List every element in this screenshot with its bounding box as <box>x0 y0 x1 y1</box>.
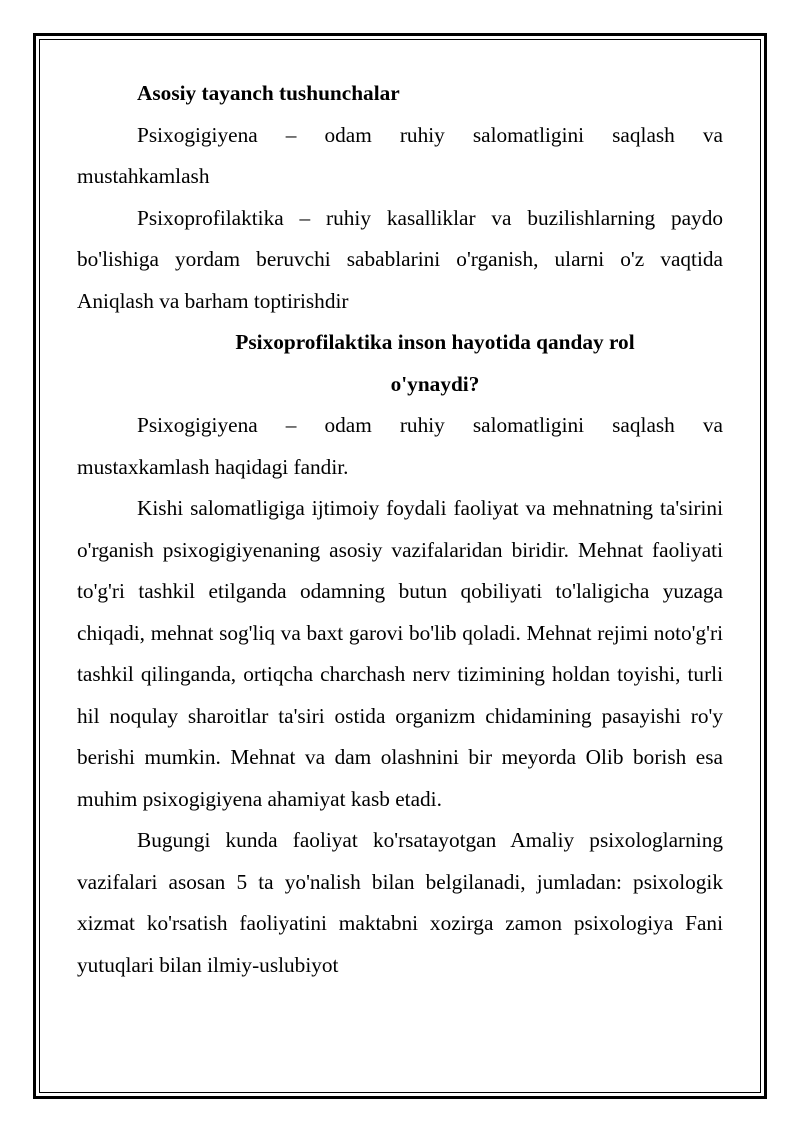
question-heading-line-2: o'ynaydi? <box>390 371 480 396</box>
paragraph-psixogigiyena-fan: Psixogigiyena – odam ruhiy salomatligini saqlash va mustaxkamlash haqidagi fandir. <box>77 413 723 479</box>
document-body <box>77 73 723 986</box>
paragraph-definition-psixogigiyena: Psixogigiyena – odam ruhiy salomatligini saqlash va mustahkamlash <box>77 122 723 188</box>
paragraph-amaliy-psixologlar: Bugungi kunda faoliyat ko'rsatayotgan Amaliy psixologlarning vazifalari asosan 5 ta yo'nalish bilan belgilanadi, jumladan: psixologik xizmat ko'rsatish faoliyatini maktabni xozirga zamon psixologiya Fani yutuqlari bilan ilmiy-uslubiyot <box>77 828 723 977</box>
paragraph-definition-psixoprofilaktika: Psixoprofilaktika – ruhiy kasalliklar va buzilishlarning paydo bo'lishiga yordam beruvchi sabablarini o'rganish, ularni o'z vaqtida Aniqlash va barham toptirishdir <box>77 205 723 313</box>
question-heading <box>77 322 723 405</box>
question-heading-line-1: Psixoprofilaktika inson hayotida qanday rol <box>235 330 635 354</box>
section-heading: Asosiy tayanch tushunchalar <box>137 81 400 105</box>
paragraph-mehnat: Kishi salomatligiga ijtimoiy foydali faoliyat va mehnatning ta'sirini o'rganish psixogigiyenaning asosiy vazifalaridan biridir. Mehnat faoliyati to'g'ri tashkil etilganda odamning butun qobiliyati to'laligicha yuzaga chiqadi, mehnat sog'liq va baxt garovi bo'lib qoladi. Mehnat rejimi noto'g'ri tashkil qilinganda, ortiqcha charchash nerv tizimining holdan toyishi, turli hil noqulay sharoitlar ta'siri ostida organizm chidamining pasayishi ro'y berishi mumkin. Mehnat va dam olashnini bir meyorda Olib borish esa muhim psixogigiyena ahamiyat kasb etadi. <box>77 496 723 811</box>
